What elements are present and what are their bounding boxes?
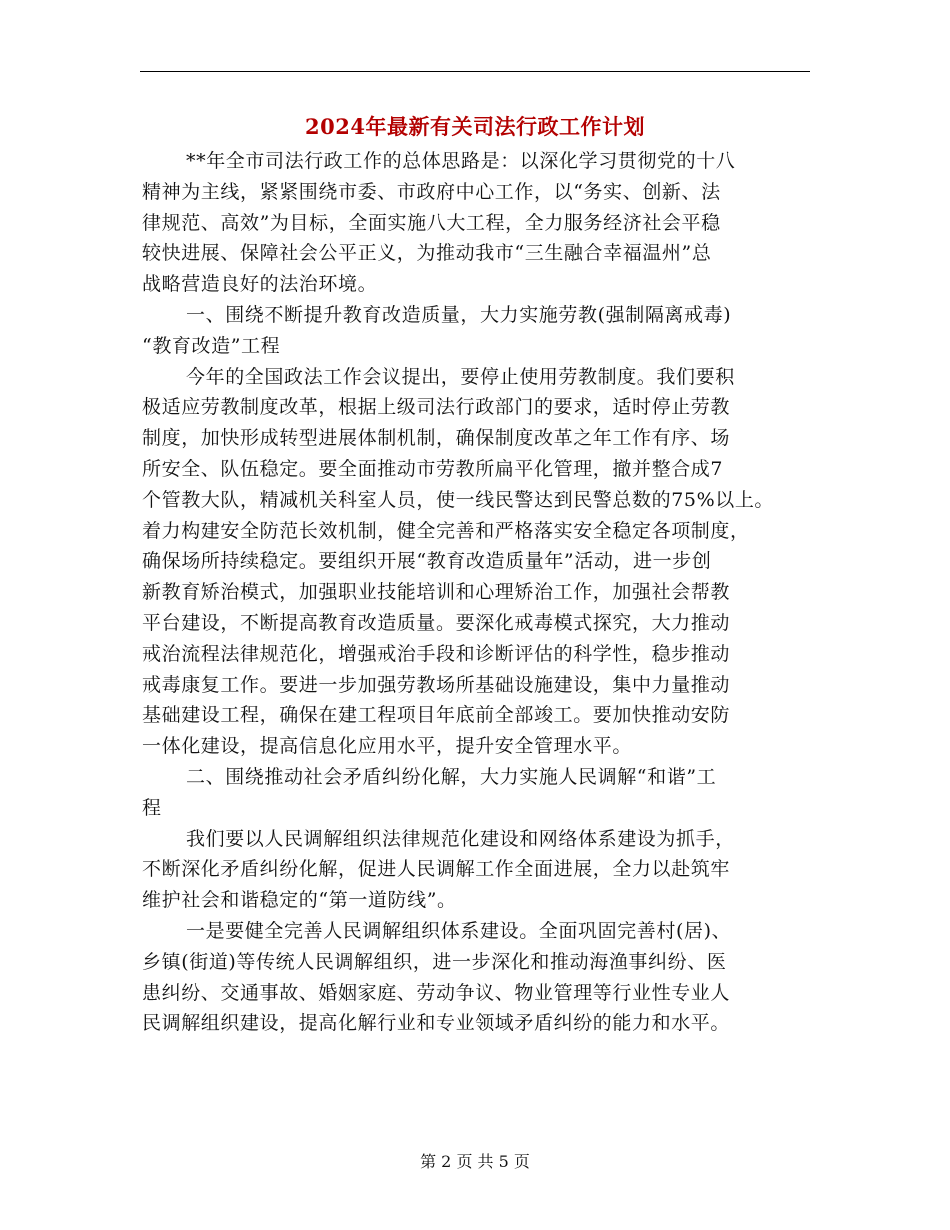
body-text-line: 较快进展、保障社会公平正义，为推动我市“三生融合幸福温州”总	[142, 242, 712, 265]
header-rule	[140, 71, 810, 72]
body-text-line: 维护社会和谐稳定的“第一道防线”。	[142, 889, 457, 912]
body-text-line: 戒毒康复工作。要进一步加强劳教场所基础设施建设，集中力量推动	[142, 673, 731, 696]
body-text-line: 乡镇(街道)等传统人民调解组织，进一步深化和推动海渔事纠纷、医	[142, 950, 727, 973]
body-text-line: 戒治流程法律规范化，增强戒治手段和诊断评估的科学性，稳步推动	[142, 642, 731, 665]
body-text-line: **年全市司法行政工作的总体思路是：以深化学习贯彻党的十八	[186, 150, 736, 172]
body-text-line: 民调解组织建设，提高化解行业和专业领域矛盾纠纷的能力和水平。	[142, 1012, 731, 1035]
body-text-line: 确保场所持续稳定。要组织开展“教育改造质量年”活动，进一步创	[142, 550, 712, 573]
body-text-line: 我们要以人民调解组织法律规范化建设和网络体系建设为抓手，	[186, 827, 735, 850]
body-text-line: 患纠纷、交通事故、婚姻家庭、劳动争议、物业管理等行业性专业人	[142, 981, 731, 1004]
body-text-line: 一是要健全完善人民调解组织体系建设。全面巩固完善村(居)、	[186, 919, 732, 942]
body-text-line: 程	[142, 796, 162, 819]
page-footer: 第 2 页 共 5 页	[420, 1152, 530, 1171]
body-text-line: 新教育矫治模式，加强职业技能培训和心理矫治工作，加强社会帮教	[142, 581, 731, 604]
body-text-line: 极适应劳教制度改革，根据上级司法行政部门的要求，适时停止劳教	[142, 396, 731, 419]
body-text-line: 今年的全国政法工作会议提出，要停止使用劳教制度。我们要积	[186, 365, 735, 388]
document-body	[142, 146, 810, 1039]
body-text-line: 战略营造良好的法治环境。	[142, 273, 378, 296]
body-text-line: “教育改造”工程	[142, 334, 281, 357]
body-text-line: 着力构建安全防范长效机制，健全完善和严格落实安全稳定各项制度，	[142, 519, 750, 542]
body-text-line: 一、围绕不断提升教育改造质量，大力实施劳教(强制隔离戒毒)	[186, 303, 732, 326]
body-text-line: 不断深化矛盾纠纷化解，促进人民调解工作全面进展，全力以赴筑牢	[142, 858, 731, 881]
body-text-line: 基础建设工程，确保在建工程项目年底前全部竣工。要加快推动安防	[142, 704, 731, 727]
document-title: 2024年最新有关司法行政工作计划	[305, 114, 645, 139]
body-text-line: 精神为主线，紧紧围绕市委、市政府中心工作，以“务实、创新、法	[142, 180, 721, 203]
body-text-line: 平台建设，不断提高教育改造质量。要深化戒毒模式探究，大力推动	[142, 611, 731, 634]
body-text-line: 二、围绕推动社会矛盾纠纷化解，大力实施人民调解“和谐”工	[186, 765, 717, 788]
body-text-line: 个管教大队，精减机关科室人员，使一线民警达到民警总数的75%以上。	[142, 488, 775, 511]
body-text-line: 律规范、高效”为目标，全面实施八大工程，全力服务经济社会平稳	[142, 211, 721, 234]
body-text-line: 所安全、队伍稳定。要全面推动市劳教所扁平化管理，撤并整合成7	[142, 457, 724, 480]
body-text-line: 制度，加快形成转型进展体制机制，确保制度改革之年工作有序、场	[142, 427, 731, 450]
body-text-line: 一体化建设，提高信息化应用水平，提升安全管理水平。	[142, 735, 633, 758]
